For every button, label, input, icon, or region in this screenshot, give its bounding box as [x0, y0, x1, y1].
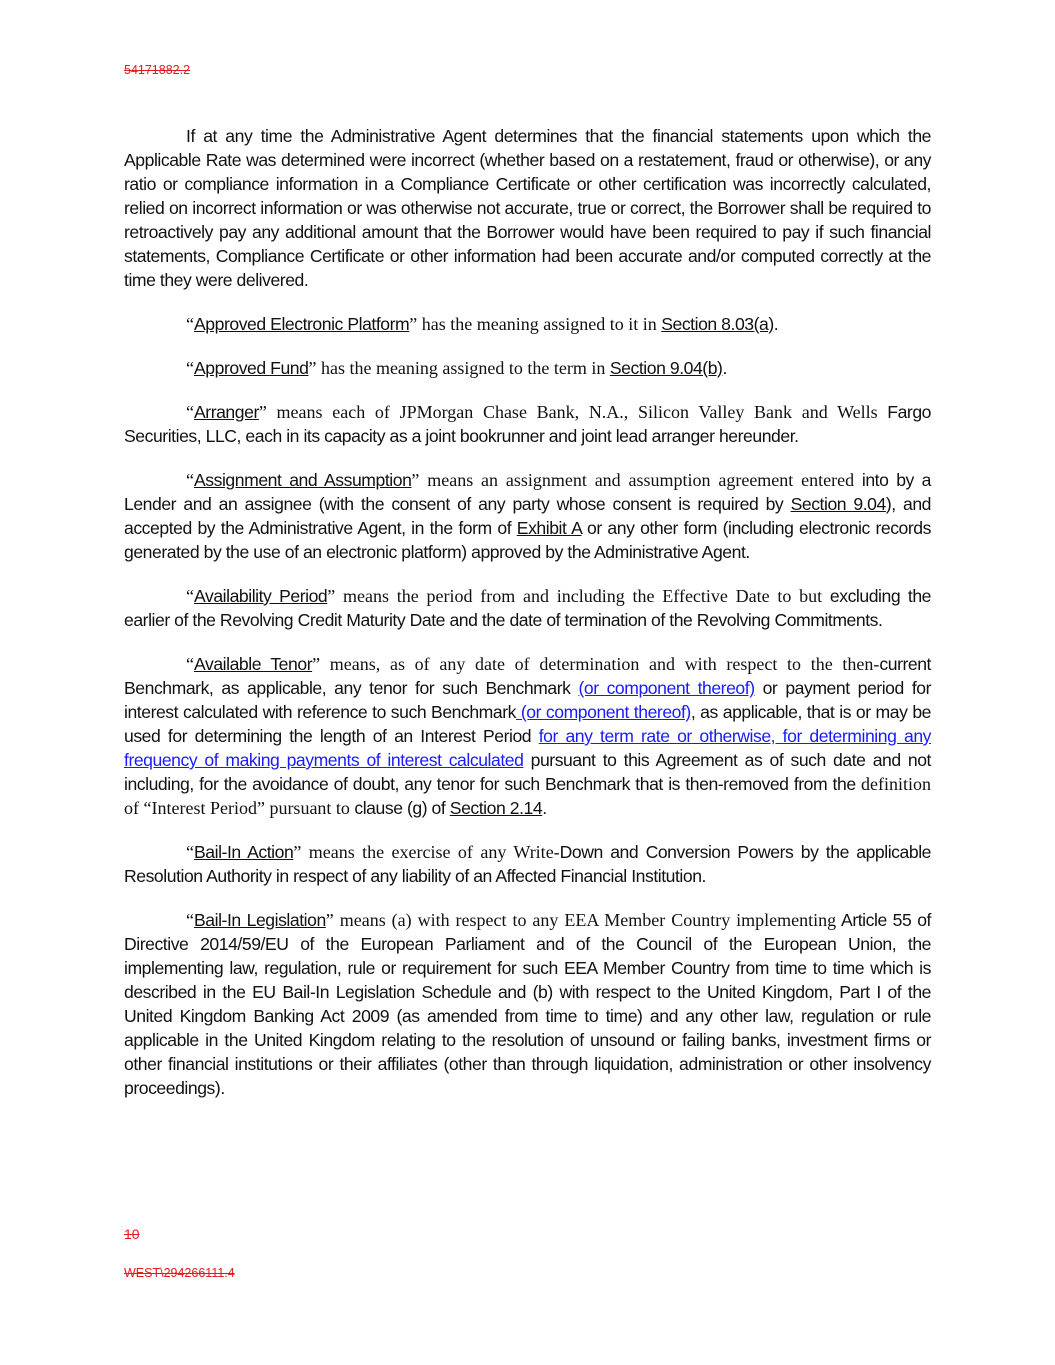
definition-text: excluding the earlier of the Revolving Credit Maturity Date and the date of termination of the Revolving Commitments.	[124, 586, 931, 630]
definition-text: .	[773, 314, 779, 334]
section-reference[interactable]: Section 8.03(a)	[661, 314, 774, 334]
definition-text: ), and accepted by the Administrative Agent, in the form of	[124, 494, 931, 538]
inserted-text: (or component thereof)	[578, 678, 755, 698]
exhibit-reference[interactable]: Exhibit A	[516, 518, 582, 538]
defined-term: Available Tenor	[194, 654, 313, 674]
definition-arranger	[124, 400, 931, 448]
definition-text: or payment period for interest calculated with reference to such Benchmark	[124, 678, 932, 722]
open-quote: “	[186, 586, 194, 606]
definition-text: ” means each of JPMorgan Chase Bank, N.A., Silicon Valley Bank and Wells	[258, 402, 878, 422]
header-doc-id: 54171882.2	[124, 63, 191, 77]
definition-text: into by a Lender and an assignee (with the consent of any party whose consent is required by	[124, 470, 931, 514]
definition-text: ” has the meaning assigned to it in	[409, 314, 662, 334]
definition-text: ” has the meaning assigned to the term in	[308, 358, 610, 378]
definition-text: clause (g) of	[349, 798, 450, 818]
definition-text: or any other form (including electronic records generated by the use of an electronic platform) approved by the Administrative Agent.	[124, 518, 931, 562]
defined-term: Approved Fund	[194, 358, 309, 378]
definition-text: Fargo Securities, LLC, each in its capacity as a joint bookrunner and joint lead arranger hereunder.	[124, 402, 931, 446]
definition-text: .	[542, 798, 547, 818]
open-quote: “	[186, 654, 194, 674]
section-reference[interactable]: Section 9.04(b)	[609, 358, 723, 378]
open-quote: “	[186, 910, 194, 930]
definition-approved-electronic-platform	[124, 312, 931, 336]
defined-term: Arranger	[194, 402, 259, 422]
open-quote: “	[186, 358, 194, 378]
open-quote: “	[186, 842, 194, 862]
open-quote: “	[186, 470, 194, 490]
definition-text: ” means the exercise of any Write-	[293, 842, 560, 862]
inserted-text: for any term rate or otherwise, for determining any frequency of making payments of interest calculated	[124, 726, 931, 770]
definition-text: ” means (a) with respect to any EEA Member Country implementing	[325, 910, 837, 930]
paragraph-applicable-rate-restatement	[124, 124, 931, 292]
document-body	[124, 124, 931, 1120]
definition-assignment-and-assumption	[124, 468, 931, 564]
defined-term: Bail-In Action	[194, 842, 294, 862]
open-quote: “	[186, 402, 194, 422]
definition-text: definition of “Interest Period” pursuant to	[124, 774, 931, 818]
definition-text: .	[722, 358, 727, 378]
definition-approved-fund	[124, 356, 931, 380]
definition-text: ” means, as of any date of determination and with respect to the then-	[312, 654, 880, 674]
page-number: 10	[124, 1226, 140, 1242]
section-reference[interactable]: Section 2.14	[449, 798, 543, 818]
inserted-text: (or component thereof)	[515, 702, 691, 722]
definition-text: pursuant to this Agreement as of such date and not including, for the avoidance of doubt, any tenor for such Benchmark that is then-removed from the	[124, 750, 931, 794]
definition-text: , as applicable, that is or may be used for determining the length of an Interest Period	[124, 702, 932, 746]
definition-availability-period	[124, 584, 931, 632]
definition-text: Down and Conversion Powers by the applicable Resolution Authority in respect of any liability of an Affected Financial Institution.	[124, 842, 931, 886]
definition-text: ” means an assignment and assumption agreement entered	[411, 470, 855, 490]
definition-text: Article 55 of Directive 2014/59/EU of the European Parliament and of the Council of the European Union, the implementing law, regulation, rule or requirement for such EEA Member Country from time to time which is described in the EU Bail-In Legislation Schedule and (b) with respect to the United Kingdom, Part I of the United Kingdom Banking Act 2009 (as amended from time to time) and any other law, regulation or rule applicable in the United Kingdom relating to the resolution of unsound or failing banks, investment firms or other financial institutions or their affiliates (other than through liquidation, administration or other insolvency proceedings).	[124, 910, 932, 1098]
definition-bail-in-legislation	[124, 908, 931, 1100]
defined-term: Availability Period	[194, 586, 328, 606]
definition-bail-in-action	[124, 840, 931, 888]
footer-doc-id: WEST\294266111.4	[124, 1266, 235, 1280]
definition-available-tenor	[124, 652, 931, 820]
defined-term: Approved Electronic Platform	[194, 314, 410, 334]
paragraph-text: If at any time the Administrative Agent determines that the financial statements upon which the Applicable Rate was determined were incorrect (whether based on a restatement, fraud or otherwise), or any ratio or compliance information in a Compliance Certificate or other certification was incorrectly calculated, relied on incorrect information or was otherwise not accurate, true or correct, the Borrower shall be required to retroactively pay any additional amount that the Borrower would have been required to pay if such financial statements, Compliance Certificate or other information had been accurate and/or computed correctly at the time they were delivered.	[124, 126, 931, 290]
definition-text: ” means the period from and including the Effective Date to but	[327, 586, 823, 606]
definition-text: current Benchmark, as applicable, any tenor for such Benchmark	[124, 654, 931, 698]
section-reference[interactable]: Section 9.04	[790, 494, 886, 514]
defined-term: Assignment and Assumption	[194, 470, 412, 490]
open-quote: “	[186, 314, 194, 334]
defined-term: Bail-In Legislation	[194, 910, 326, 930]
